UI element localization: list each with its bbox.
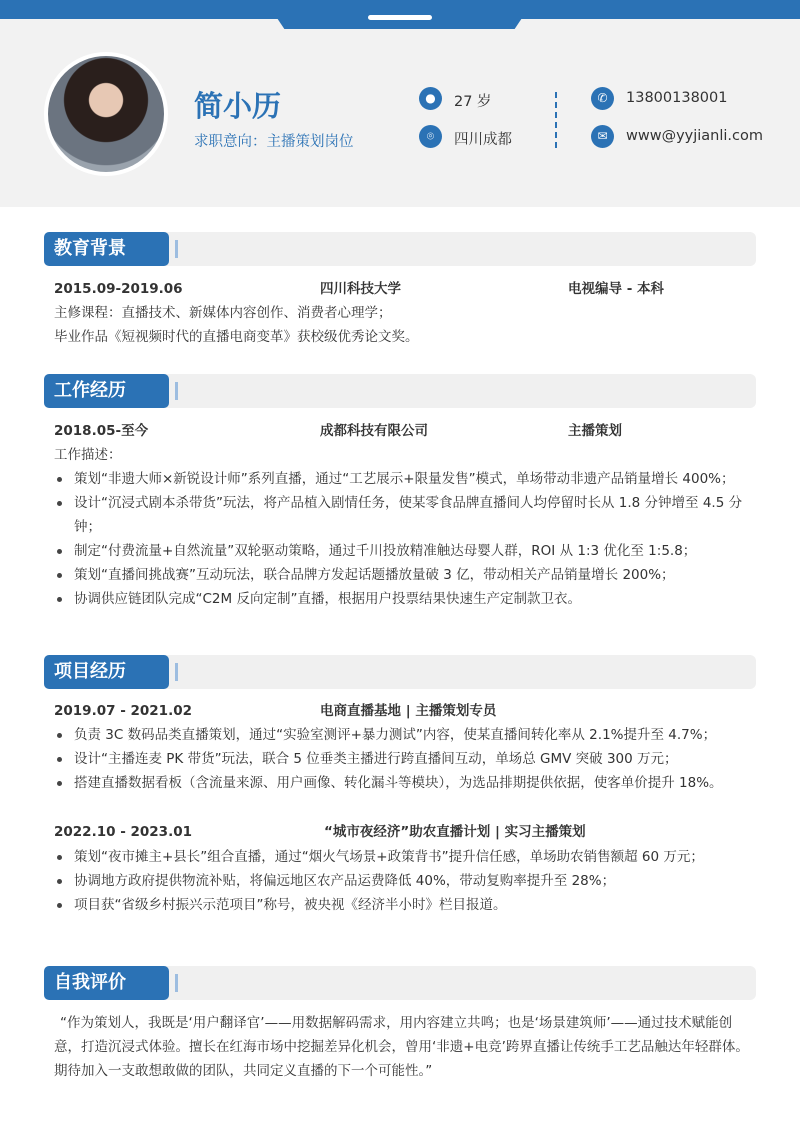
work-role: 主播策划 — [568, 423, 622, 439]
email-icon: ✉ — [591, 125, 614, 148]
list-item: 负责 3C 数码品类直播策划，通过“实验室测评+暴力测试”内容，使某直播间转化率从 2.1%提升至 4.7%； — [54, 723, 754, 747]
divider — [555, 92, 557, 148]
section-mark — [175, 382, 178, 400]
top-tab-line — [368, 15, 432, 20]
phone-icon: ✆ — [591, 87, 614, 110]
project-bullets — [54, 845, 754, 917]
job-intent: 求职意向：主播策划岗位 — [194, 134, 354, 150]
list-item: 策划“非遗大师×新锐设计师”系列直播，通过“工艺展示+限量发售”模式，单场带动非遗产品销量增长 400%； — [54, 467, 754, 491]
project-name: “城市夜经济”助农直播计划 | 实习主播策划 — [324, 824, 586, 840]
section-title: 项目经历 — [44, 655, 169, 689]
section-title: 自我评价 — [44, 966, 169, 1000]
edu-school: 四川科技大学 — [320, 281, 401, 297]
project-date: 2022.10 - 2023.01 — [54, 824, 192, 840]
list-item: 策划“直播间挑战赛”互动玩法，联合品牌方发起话题播放量破 3 亿，带动相关产品销量增长 200%； — [54, 563, 754, 587]
self-evaluation-text: “作为策划人，我既是‘用户翻译官’——用数据解码需求，用内容建立共鸣；也是‘场景建筑师’——通过技术赋能创意，打造沉浸式体验。擅长在红海市场中挖掘差异化机会，曾用‘非遗+电竞’跨界直播让传统手工艺品触达年轻群体。期待加入一支敢想敢做的团队，共同定义直播的下一个可能性。” — [54, 1015, 749, 1079]
work-company: 成都科技有限公司 — [320, 423, 428, 439]
section-mark — [175, 663, 178, 681]
section-work — [44, 374, 756, 408]
person-icon: ● — [419, 87, 442, 110]
section-mark — [175, 974, 178, 992]
location-icon: ⌾ — [419, 125, 442, 148]
edu-courses: 主修课程：直播技术、新媒体内容创作、消费者心理学； — [54, 305, 392, 321]
project-name: 电商直播基地 | 主播策划专员 — [320, 703, 497, 719]
list-item: 协调供应链团队完成“C2M 反向定制”直播，根据用户投票结果快速生产定制款卫衣。 — [54, 587, 754, 611]
list-item: 项目获“省级乡村振兴示范项目”称号，被央视《经济半小时》栏目报道。 — [54, 893, 754, 917]
section-title: 工作经历 — [44, 374, 169, 408]
age: 27 岁 — [454, 94, 492, 110]
list-item: 协调地方政府提供物流补贴，将偏远地区农产品运费降低 40%，带动复购率提升至 28%； — [54, 869, 754, 893]
email: www@yyjianli.com — [626, 128, 764, 144]
list-item: 制定“付费流量+自然流量”双轮驱动策略，通过千川投放精准触达母婴人群，ROI 从 1:3 优化至 1:5.8； — [54, 539, 754, 563]
work-date: 2018.05-至今 — [54, 423, 149, 439]
section-title: 教育背景 — [44, 232, 169, 266]
project-bullets — [54, 723, 754, 795]
avatar — [44, 52, 168, 176]
edu-major: 电视编导 - 本科 — [568, 281, 665, 297]
list-item: 设计“主播连麦 PK 带货”玩法，联合 5 位垂类主播进行跨直播间互动，单场总 GMV 突破 300 万元； — [54, 747, 754, 771]
work-desc-label: 工作描述： — [54, 447, 122, 463]
list-item: 设计“沉浸式剧本杀带货”玩法，将产品植入剧情任务，使某零食品牌直播间人均停留时长从 1.8 分钟增至 4.5 分钟； — [54, 491, 754, 539]
project-date: 2019.07 - 2021.02 — [54, 703, 192, 719]
edu-date: 2015.09-2019.06 — [54, 281, 183, 297]
work-bullets — [54, 467, 754, 611]
section-self-evaluation — [44, 966, 756, 1000]
section-mark — [175, 240, 178, 258]
list-item: 搭建直播数据看板（含流量来源、用户画像、转化漏斗等模块），为选品排期提供依据，使客单价提升 18%。 — [54, 771, 754, 795]
edu-thesis: 毕业作品《短视频时代的直播电商变革》获校级优秀论文奖。 — [54, 329, 419, 345]
phone: 13800138001 — [626, 90, 728, 106]
section-projects — [44, 655, 756, 689]
section-education — [44, 232, 756, 266]
list-item: 策划“夜市摊主+县长”组合直播，通过“烟火气场景+政策背书”提升信任感，单场助农销售额超 60 万元； — [54, 845, 754, 869]
location: 四川成都 — [454, 132, 512, 148]
name: 简小历 — [194, 89, 282, 123]
